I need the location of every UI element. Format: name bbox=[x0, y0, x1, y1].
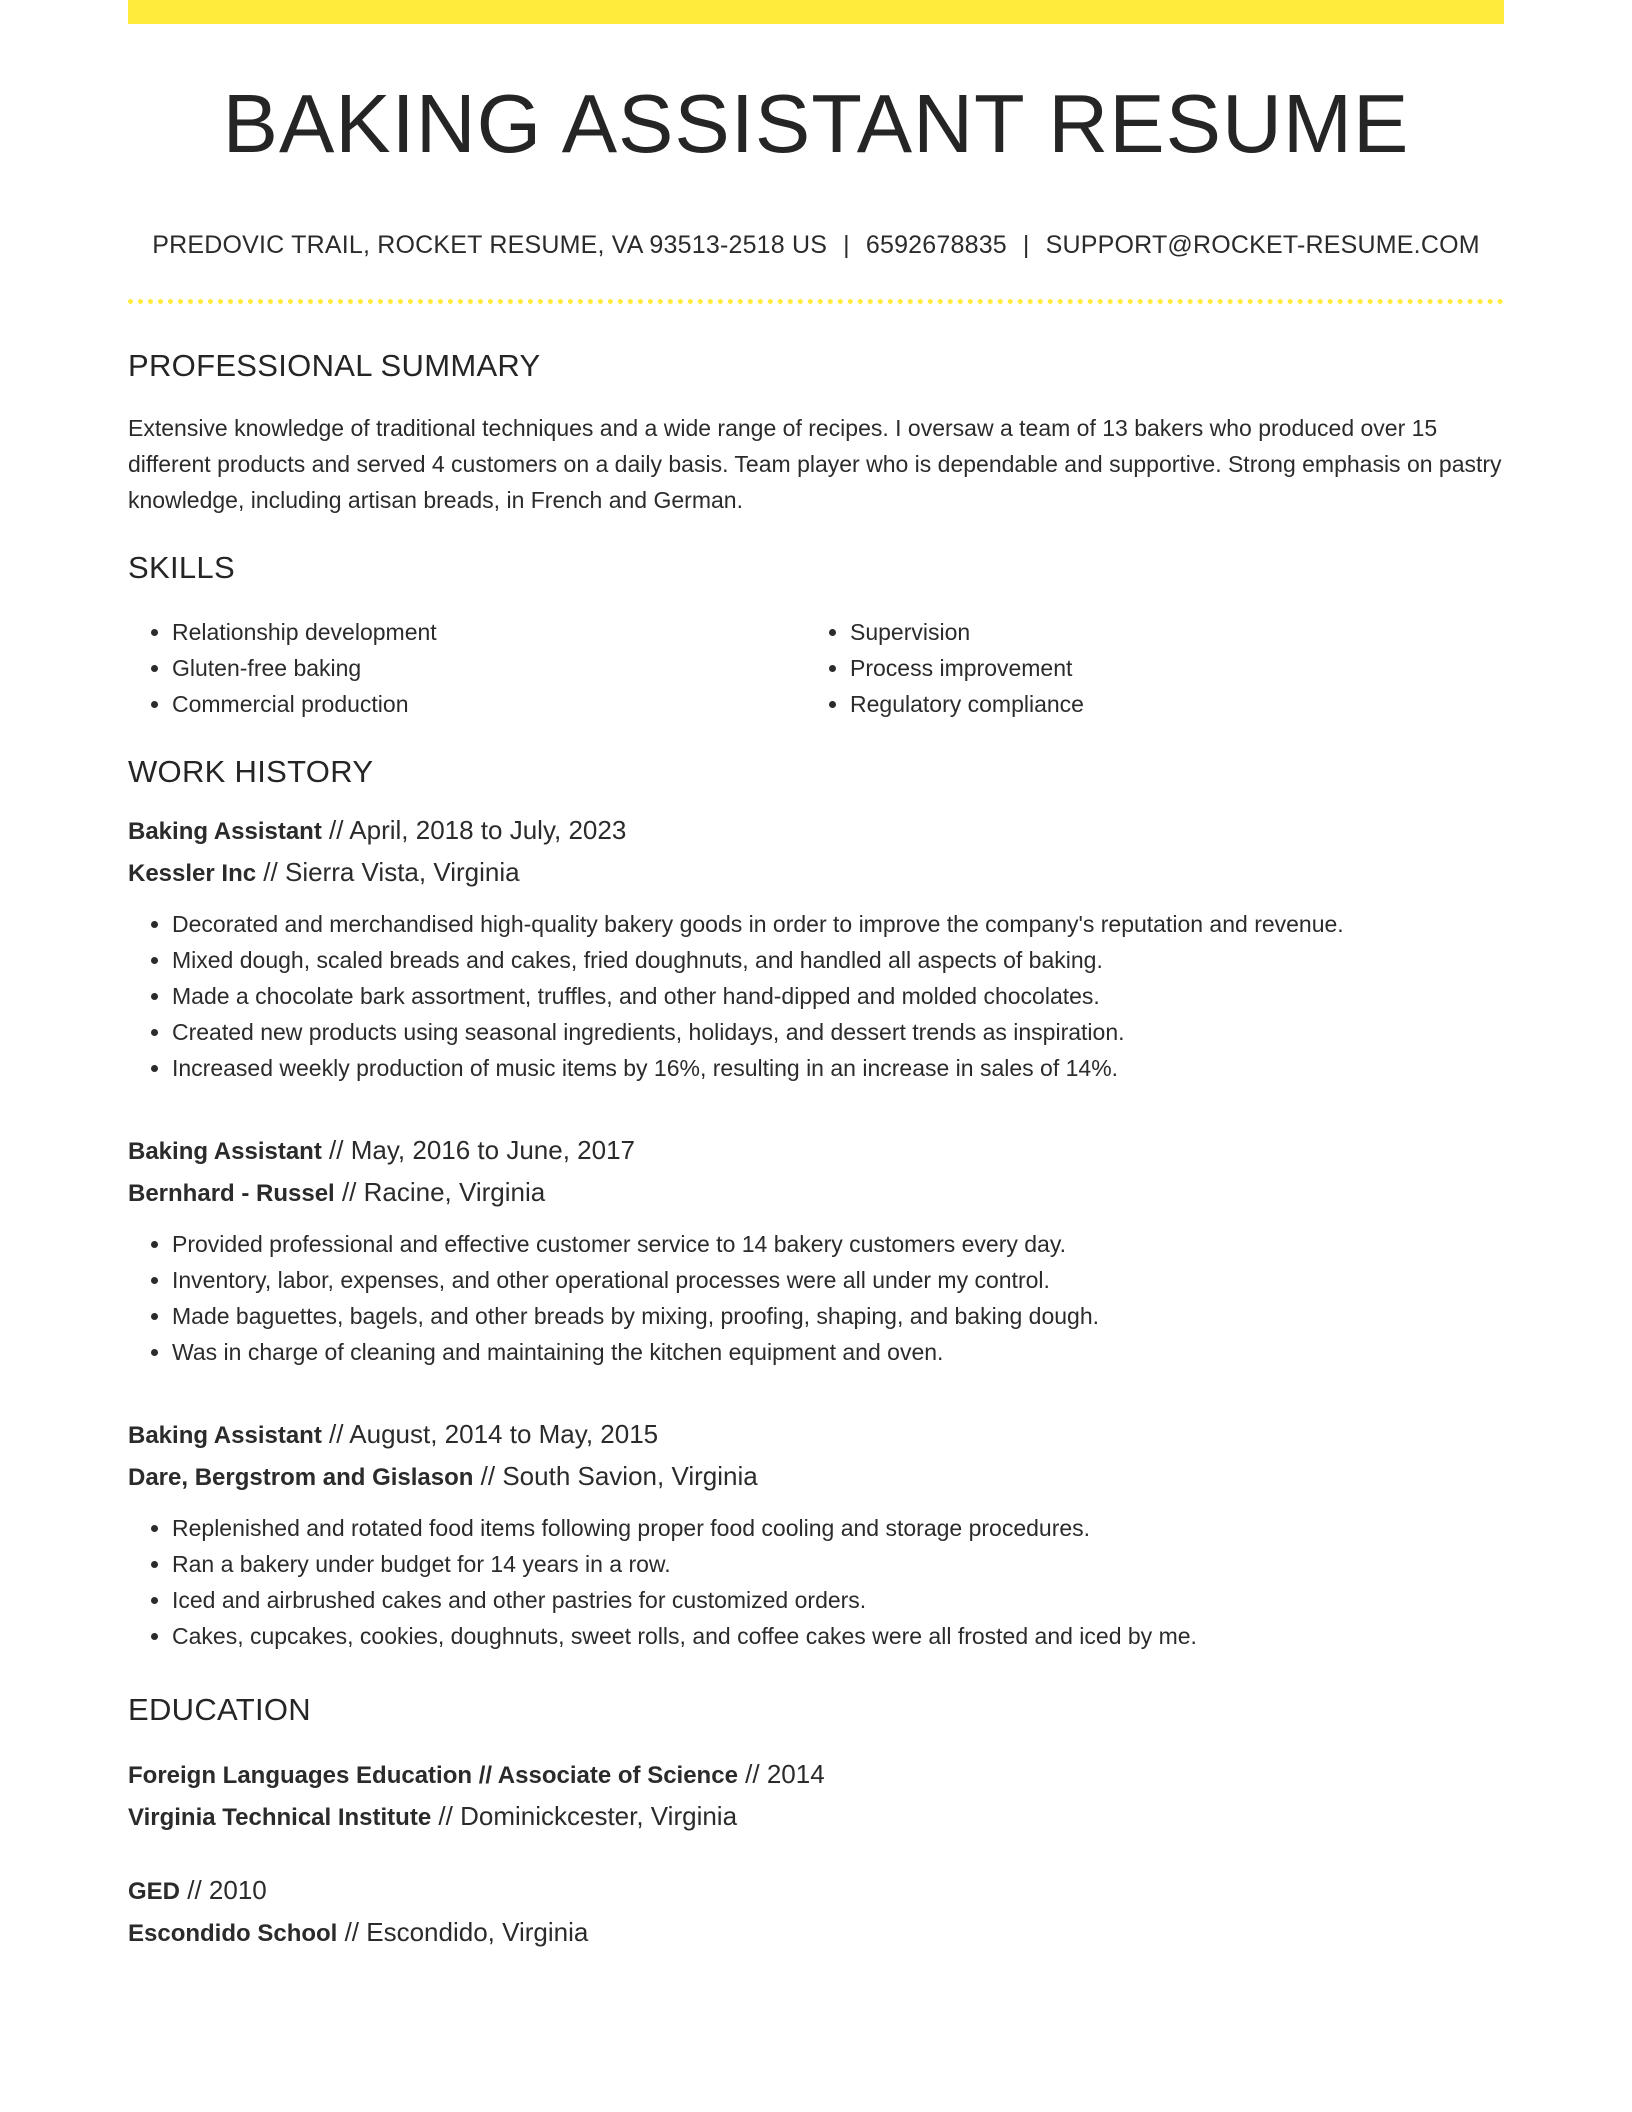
job-bullet: • Inventory, labor, expenses, and other operational processes were all under my control. bbox=[172, 1262, 1504, 1298]
contact-email: SUPPORT@ROCKET-RESUME.COM bbox=[1045, 231, 1480, 259]
education-year: // 2010 bbox=[180, 1875, 267, 1905]
contact-address: PREDOVIC TRAIL, ROCKET RESUME, VA 93513-2518 US bbox=[152, 231, 828, 259]
skill-item: • Relationship development bbox=[172, 614, 806, 650]
dotted-divider bbox=[128, 299, 1504, 304]
job-location: // South Savion, Virginia bbox=[473, 1461, 758, 1491]
job-entry bbox=[128, 1414, 1504, 1654]
education-year: // 2014 bbox=[737, 1759, 825, 1789]
job-role-line bbox=[128, 1414, 1504, 1456]
education-school-line bbox=[128, 1912, 1504, 1954]
skills-column-right bbox=[806, 614, 1484, 722]
job-company-line bbox=[128, 1172, 1504, 1214]
education-location: // Dominickcester, Virginia bbox=[431, 1801, 738, 1831]
education-school: Escondido School bbox=[128, 1920, 338, 1947]
job-dates: // April, 2018 to July, 2023 bbox=[321, 815, 627, 845]
job-role-line bbox=[128, 810, 1504, 852]
job-company: Bernhard - Russel bbox=[128, 1180, 335, 1207]
resume-title: BAKING ASSISTANT RESUME bbox=[222, 77, 1410, 170]
education-school-line bbox=[128, 1796, 1504, 1838]
skills-list bbox=[128, 614, 1504, 722]
job-dates: // May, 2016 to June, 2017 bbox=[321, 1135, 635, 1165]
job-company: Dare, Bergstrom and Gislason bbox=[128, 1464, 474, 1491]
job-location: // Sierra Vista, Virginia bbox=[256, 857, 520, 887]
job-bullet: • Ran a bakery under budget for 14 years in a row. bbox=[172, 1546, 1504, 1582]
skills-heading: SKILLS bbox=[128, 550, 235, 585]
job-bullets bbox=[128, 1510, 1504, 1654]
job-dates: // August, 2014 to May, 2015 bbox=[321, 1419, 659, 1449]
job-bullet: • Cakes, cupcakes, cookies, doughnuts, sweet rolls, and coffee cakes were all frosted and iced by me. bbox=[172, 1618, 1504, 1654]
job-bullet: • Replenished and rotated food items following proper food cooling and storage procedures. bbox=[172, 1510, 1504, 1546]
resume-page bbox=[128, 0, 1504, 1954]
education-heading: EDUCATION bbox=[128, 1692, 311, 1727]
top-accent-bar bbox=[128, 0, 1504, 24]
job-role: Baking Assistant bbox=[128, 1422, 322, 1449]
job-bullet: • Created new products using seasonal ingredients, holidays, and dessert trends as inspiration. bbox=[172, 1014, 1504, 1050]
skill-item: • Gluten-free baking bbox=[172, 650, 806, 686]
job-role-line bbox=[128, 1130, 1504, 1172]
job-entry bbox=[128, 1130, 1504, 1370]
job-bullet: • Was in charge of cleaning and maintaining the kitchen equipment and oven. bbox=[172, 1334, 1504, 1370]
skill-item: • Process improvement bbox=[850, 650, 1484, 686]
job-location: // Racine, Virginia bbox=[334, 1177, 546, 1207]
job-company-line bbox=[128, 1456, 1504, 1498]
skills-column-left bbox=[128, 614, 806, 722]
contact-line bbox=[128, 231, 1504, 260]
job-role: Baking Assistant bbox=[128, 818, 322, 845]
job-bullet: • Decorated and merchandised high-quality bakery goods in order to improve the company's reputation and revenue. bbox=[172, 906, 1504, 942]
job-bullet: • Made a chocolate bark assortment, truffles, and other hand-dipped and molded chocolates. bbox=[172, 978, 1504, 1014]
education-degree-line bbox=[128, 1870, 1504, 1912]
skill-item: • Supervision bbox=[850, 614, 1484, 650]
job-entry bbox=[128, 810, 1504, 1086]
job-bullet: • Iced and airbrushed cakes and other pastries for customized orders. bbox=[172, 1582, 1504, 1618]
education-location: // Escondido, Virginia bbox=[337, 1917, 589, 1947]
education-entry bbox=[128, 1754, 1504, 1838]
work-history-heading: WORK HISTORY bbox=[128, 754, 374, 789]
job-company: Kessler Inc bbox=[128, 860, 257, 887]
skill-item: • Commercial production bbox=[172, 686, 806, 722]
education-school: Virginia Technical Institute bbox=[128, 1804, 432, 1831]
job-bullets bbox=[128, 1226, 1504, 1370]
education-entry bbox=[128, 1870, 1504, 1954]
summary-heading: PROFESSIONAL SUMMARY bbox=[128, 348, 541, 383]
job-bullet: • Mixed dough, scaled breads and cakes, fried doughnuts, and handled all aspects of baking. bbox=[172, 942, 1504, 978]
contact-separator: | bbox=[843, 231, 850, 259]
contact-phone: 6592678835 bbox=[865, 231, 1007, 259]
education-degree-line bbox=[128, 1754, 1504, 1796]
job-bullets bbox=[128, 906, 1504, 1086]
contact-separator: | bbox=[1022, 231, 1030, 259]
job-bullet: • Made baguettes, bagels, and other breads by mixing, proofing, shaping, and baking dough. bbox=[172, 1298, 1504, 1334]
job-role: Baking Assistant bbox=[128, 1138, 322, 1165]
skill-item: • Regulatory compliance bbox=[850, 686, 1484, 722]
education-degree: GED bbox=[128, 1878, 181, 1905]
job-bullet: • Provided professional and effective customer service to 14 bakery customers every day. bbox=[172, 1226, 1504, 1262]
summary-text: Extensive knowledge of traditional techniques and a wide range of recipes. I oversaw a team of 13 bakers who produced over 15 different products and served 4 customers on a daily basis. Team player who is dependable and supportive. Strong emphasis on pastry knowledge, including artisan breads, in French and German. bbox=[128, 415, 1502, 513]
job-company-line bbox=[128, 852, 1504, 894]
education-degree: Foreign Languages Education // Associate of Science bbox=[128, 1762, 738, 1789]
job-bullet: • Increased weekly production of music items by 16%, resulting in an increase in sales of 14%. bbox=[172, 1050, 1504, 1086]
